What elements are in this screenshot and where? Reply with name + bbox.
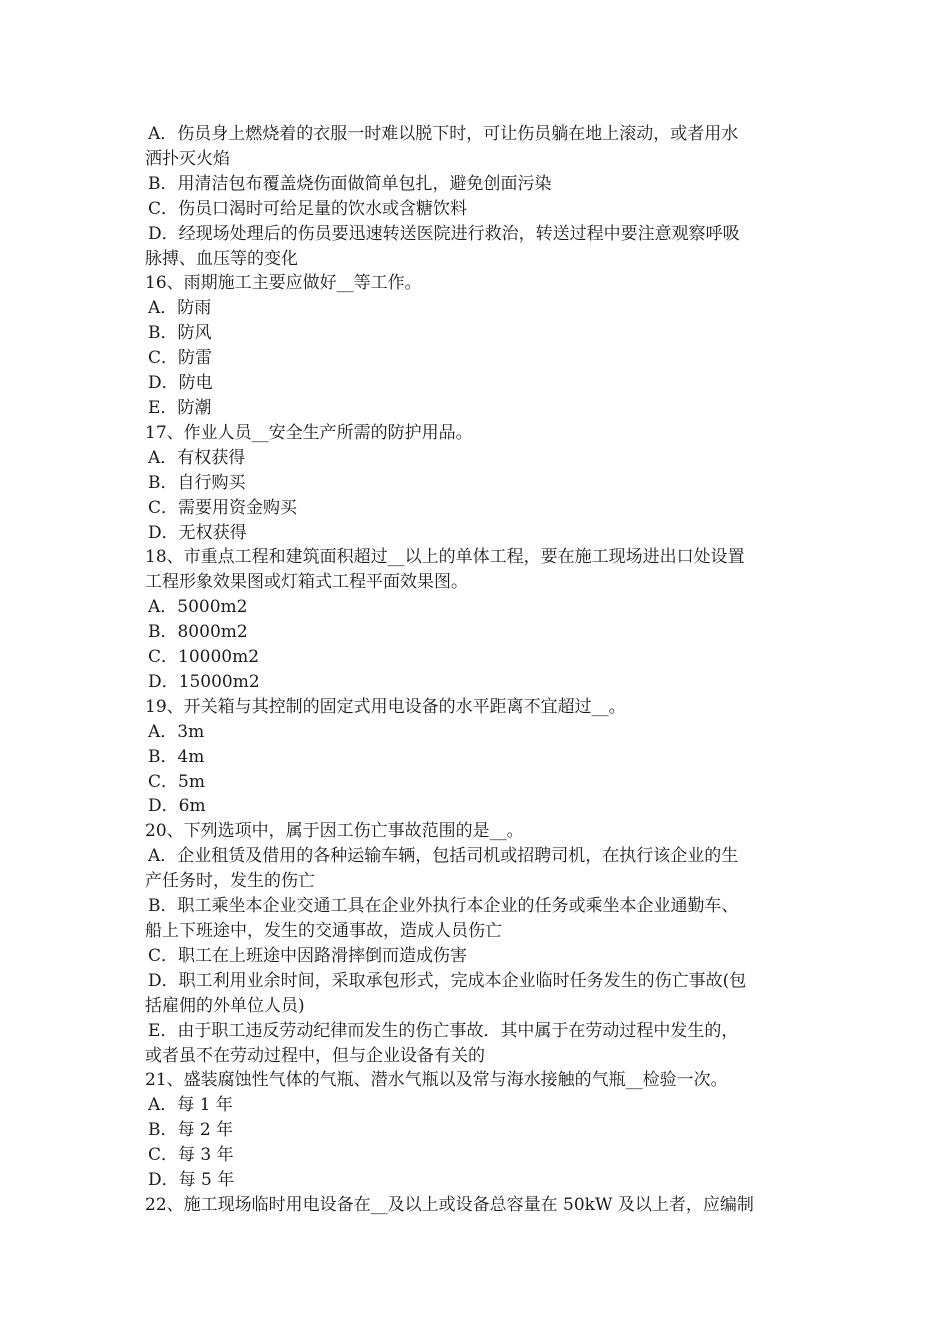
question-text: 20、下列选项中，属于因工伤亡事故范围的是__。 — [145, 821, 524, 842]
option-text: B．用清洁包布覆盖烧伤面做简单包扎，避免创面污染 — [148, 173, 552, 194]
continuation-text: 工程形象效果图或灯箱式工程平面效果图。 — [145, 572, 468, 593]
option-text: E．由于职工违反劳动纪律而发生的伤亡事故．其中属于在劳动过程中发生的， — [148, 1020, 739, 1041]
option-text: C．10000m2 — [148, 647, 260, 668]
question-text: 16、雨期施工主要应做好__等工作。 — [145, 273, 422, 294]
question-text: 22、施工现场临时用电设备在__及以上或设备总容量在 50kW 及以上者，应编制 — [145, 1194, 754, 1215]
option-text: B．职工乘坐本企业交通工具在企业外执行本企业的任务或乘坐本企业通勤车、 — [148, 896, 739, 917]
option-text: B．自行购买 — [148, 472, 246, 493]
question-text: 21、盛装腐蚀性气体的气瓶、潜水气瓶以及常与海水接触的气瓶__检验一次。 — [145, 1070, 728, 1091]
option-text: D．无权获得 — [148, 522, 247, 543]
option-text: A．3m — [148, 721, 205, 742]
option-text: C．职工在上班途中因路滑摔倒而造成伤害 — [148, 945, 468, 966]
continuation-text: 洒扑灭火焰 — [145, 148, 230, 169]
option-text: A．企业租赁及借用的各种运输车辆，包括司机或招聘司机，在执行该企业的生 — [148, 846, 739, 867]
option-text: D．防电 — [148, 373, 213, 394]
option-text: C．5m — [148, 771, 205, 792]
option-text: C．伤员口渴时可给足量的饮水或含糖饮料 — [148, 198, 468, 219]
option-text: A．5000m2 — [148, 597, 248, 618]
option-text: C．防雷 — [148, 348, 213, 369]
option-text: D．每 5 年 — [148, 1170, 235, 1191]
option-text: C．每 3 年 — [148, 1145, 234, 1166]
question-text: 19、开关箱与其控制的固定式用电设备的水平距离不宜超过__。 — [145, 696, 626, 717]
question-text: 18、市重点工程和建筑面积超过__以上的单体工程，要在施工现场进出口处设置 — [145, 547, 745, 568]
continuation-text: 脉搏、血压等的变化 — [145, 248, 298, 269]
option-text: D．职工利用业余时间，采取承包形式，完成本企业临时任务发生的伤亡事故(包 — [148, 970, 747, 991]
continuation-text: 船上下班途中，发生的交通事故，造成人员伤亡 — [145, 921, 502, 941]
option-text: B．4m — [148, 746, 205, 767]
option-text: B．每 2 年 — [148, 1120, 234, 1141]
option-text: C．需要用资金购买 — [148, 497, 298, 518]
option-text: A．伤员身上燃烧着的衣服一时难以脱下时，可让伤员躺在地上滚动，或者用水 — [148, 124, 739, 144]
option-text: E．防潮 — [148, 397, 212, 418]
continuation-text: 产任务时，发生的伤亡 — [145, 871, 315, 892]
option-text: B．防风 — [148, 323, 212, 344]
option-text: D．经现场处理后的伤员要迅速转送医院进行救治，转送过程中要注意观察呼吸 — [148, 223, 740, 244]
option-text: A．每 1 年 — [148, 1095, 233, 1116]
option-text: D．6m — [148, 796, 206, 817]
option-text: D．15000m2 — [148, 671, 260, 692]
option-text: A．有权获得 — [148, 447, 246, 468]
continuation-text: 括雇佣的外单位人员) — [145, 995, 305, 1016]
option-text: B．8000m2 — [148, 622, 248, 643]
option-text: A．防雨 — [148, 298, 212, 319]
continuation-text: 或者虽不在劳动过程中，但与企业设备有关的 — [145, 1045, 485, 1066]
document-page — [145, 122, 810, 1218]
question-text: 17、作业人员__安全生产所需的防护用品。 — [145, 422, 473, 443]
